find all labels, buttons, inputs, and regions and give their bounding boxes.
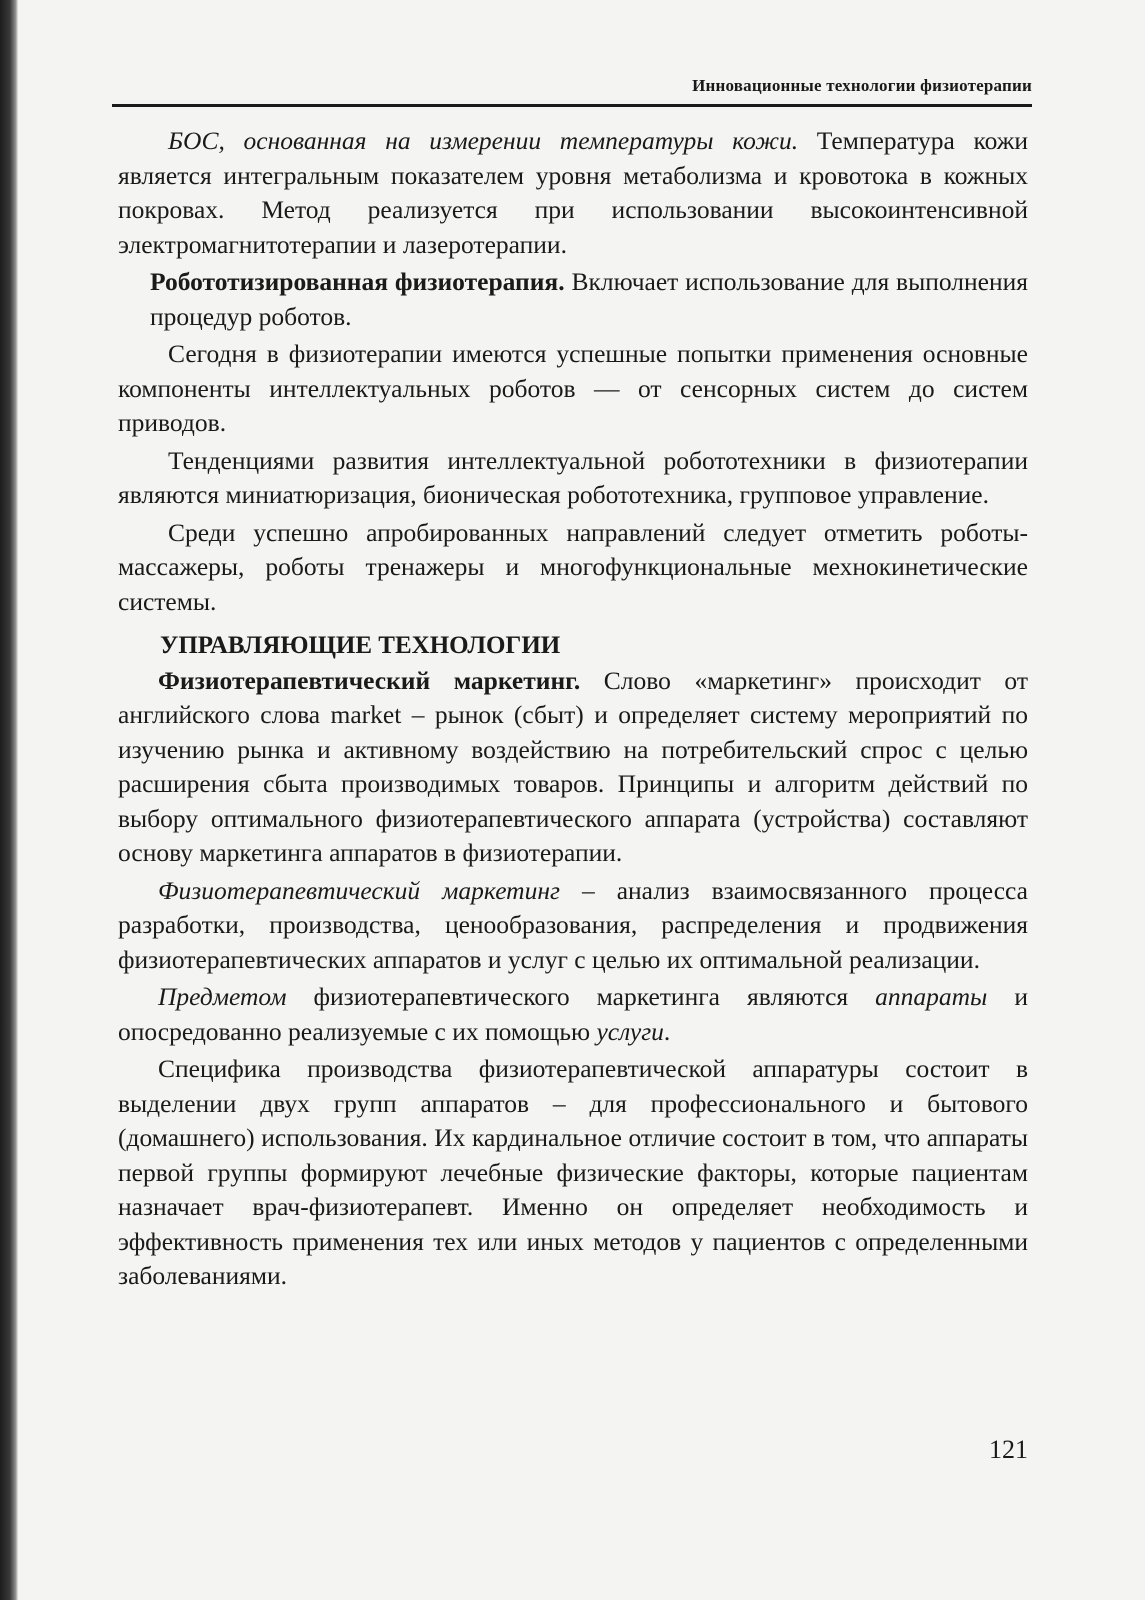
paragraph-robot-directions: Среди успешно апробированных направлений следует отметить роботы-массажеры, роботы тренажеры и многофункциональные мехнокинетические системы. <box>118 517 1028 616</box>
paragraph-lead: Физиотерапевтический маркетинг. <box>158 665 581 695</box>
paragraph-lead: Предметом <box>158 982 287 1011</box>
paragraph-marketing-definition <box>118 664 1028 871</box>
paragraph-marketing-analysis <box>118 874 1028 978</box>
emphasis-devices: аппараты <box>875 982 988 1011</box>
paragraph-lead: Робототизированная физиотерапия. <box>150 267 565 296</box>
section-heading: УПРАВЛЯЮЩИЕ ТЕХНОЛОГИИ <box>160 632 561 659</box>
header-title: Инновационные технологии физиотерапии <box>692 76 1032 95</box>
paragraph-marketing-subject <box>118 980 1028 1049</box>
book-binding-edge <box>0 0 18 1600</box>
paragraph-text: Температура кожи является интегральным показателем уровня метаболизма и кровотока в кожных покровах. Метод реализуется при использовании высокоинтенсивной электромагнитотерапии и лазеротерапии. <box>118 126 1028 259</box>
paragraph-robotic-physiotherapy <box>150 265 1028 334</box>
paragraph-bos-skin-temperature <box>118 124 1028 262</box>
emphasis-services: услуги <box>596 1016 664 1046</box>
page-number: 121 <box>989 1435 1028 1464</box>
paragraph-lead: БОС, основанная на измерении температуры кожи. <box>168 126 799 155</box>
paragraph-text: физиотерапевтического маркетинга являются <box>286 982 876 1011</box>
paragraph-end: . <box>663 1016 671 1046</box>
running-header <box>112 76 1032 107</box>
paragraph-text: и опосредованно реализуемые с их помощью <box>118 982 1028 1046</box>
paragraph-text: – анализ взаимосвязанного процесса разработки, производства, ценообразования, распределения и продвижения физиотерапевтических аппаратов и услуг с целью их оптимальной реализации. <box>118 875 1029 974</box>
page-content <box>118 124 1028 1297</box>
paragraph-lead: Физиотерапевтический маркетинг <box>158 875 560 905</box>
paragraph-equipment-specifics: Специфика производства физиотерапевтической аппаратуры состоит в выделении двух групп аппаратов – для профессионального и бытового (домашнего) использования. Их кардинальное отличие состоит в том, что аппараты первой группы формируют лечебные физические факторы, которые пациентам назначает врач-физиотерапевт. Именно он определяет необходимость и эффективность применения тех или иных методов у пациентов с определенными заболеваниями. <box>118 1054 1028 1290</box>
paragraph-robotics-trends: Тенденциями развития интеллектуальной робототехники в физиотерапии являются миниатюризация, бионическая робототехника, групповое управление. <box>118 445 1028 509</box>
paragraph-robot-attempts: Сегодня в физиотерапии имеются успешные попытки применения основные компоненты интеллектуальных роботов — от сенсорных систем до систем приводов. <box>118 339 1028 437</box>
paragraph-text: Слово «маркетинг» происходит от английского слова market – рынок (сбыт) и определяет систему мероприятий по изучению рынка и активному воздействию на потребительский спрос с целью расширения сбыта производимых товаров. Принципы и алгоритм действий по выбору оптимального физиотерапевтического аппарата (устройства) составляют основу маркетинга аппаратов в физиотерапии. <box>118 665 1028 867</box>
paragraph-text: Включает использование для выполнения процедур роботов. <box>150 267 1029 331</box>
